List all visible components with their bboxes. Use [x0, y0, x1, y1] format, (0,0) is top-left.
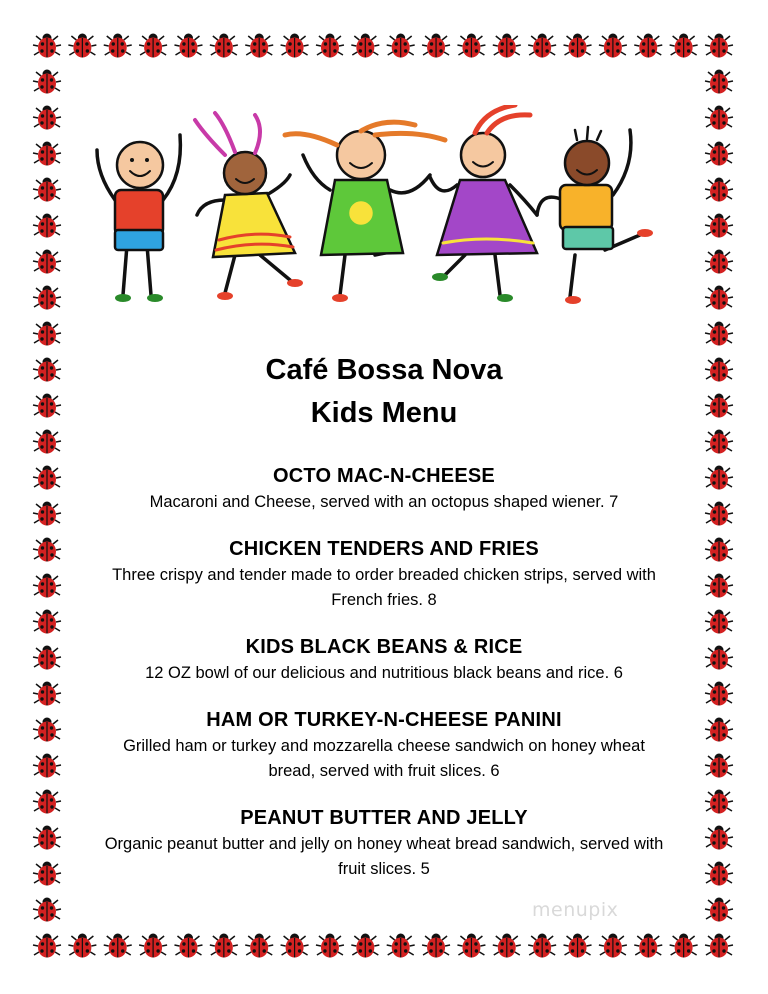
menu-item-description: Three crispy and tender made to order breaded chicken strips, served with French fries. 8 — [112, 566, 656, 609]
ladybug-icon — [670, 934, 698, 958]
ladybug-icon — [33, 538, 61, 562]
ladybug-icon — [210, 34, 238, 58]
ladybug-icon — [33, 826, 61, 850]
ladybug-icon — [33, 250, 61, 274]
ladybug-icon — [493, 34, 521, 58]
ladybug-icon — [387, 934, 415, 958]
ladybug-icon — [493, 934, 521, 958]
ladybug-icon — [705, 430, 733, 454]
ladybug-icon — [528, 934, 556, 958]
watermark: menupix — [532, 899, 619, 921]
ladybug-icon — [33, 754, 61, 778]
ladybug-icon — [33, 322, 61, 346]
menu-item-name: OCTO MAC-N-CHEESE — [273, 465, 495, 487]
ladybug-icon — [564, 934, 592, 958]
ladybug-icon — [316, 934, 344, 958]
ladybug-icon — [705, 718, 733, 742]
menu-item — [100, 462, 668, 515]
ladybug-icon — [705, 250, 733, 274]
ladybug-icon — [670, 34, 698, 58]
ladybug-icon — [705, 790, 733, 814]
menu-list — [100, 462, 668, 902]
ladybug-icon — [705, 34, 733, 58]
ladybug-icon — [705, 610, 733, 634]
ladybug-icon — [599, 34, 627, 58]
ladybug-icon — [33, 142, 61, 166]
ladybug-icon — [33, 898, 61, 922]
menu-item-description: Macaroni and Cheese, served with an octopus shaped wiener. 7 — [149, 493, 619, 511]
ladybug-icon — [33, 682, 61, 706]
menu-item-name: KIDS BLACK BEANS & RICE — [245, 636, 523, 658]
ladybug-icon — [174, 934, 202, 958]
ladybug-icon — [316, 34, 344, 58]
ladybug-icon — [705, 574, 733, 598]
ladybug-icon — [33, 70, 61, 94]
ladybug-icon — [422, 34, 450, 58]
ladybug-icon — [705, 286, 733, 310]
ladybug-icon — [705, 214, 733, 238]
ladybug-icon — [351, 34, 379, 58]
ladybug-icon — [705, 898, 733, 922]
ladybug-icon — [705, 466, 733, 490]
ladybug-icon — [705, 322, 733, 346]
ladybug-icon — [705, 538, 733, 562]
ladybug-icon — [599, 934, 627, 958]
ladybug-icon — [33, 862, 61, 886]
ladybug-icon — [139, 934, 167, 958]
ladybug-icon — [33, 646, 61, 670]
ladybug-icon — [33, 106, 61, 130]
menu-item — [100, 633, 668, 686]
ladybug-icon — [33, 178, 61, 202]
ladybug-icon — [705, 646, 733, 670]
ladybug-icon — [104, 934, 132, 958]
menu-item — [100, 535, 668, 613]
ladybug-icon — [139, 34, 167, 58]
ladybug-icon — [33, 466, 61, 490]
ladybug-icon — [33, 718, 61, 742]
ladybug-icon — [33, 574, 61, 598]
ladybug-icon — [33, 610, 61, 634]
menu-item-description: Organic peanut butter and jelly on honey wheat bread sandwich, served with fruit slices. 5 — [104, 835, 664, 878]
ladybug-icon — [564, 34, 592, 58]
ladybug-icon — [705, 106, 733, 130]
menu-item-name: CHICKEN TENDERS AND FRIES — [229, 538, 539, 560]
ladybug-icon — [705, 142, 733, 166]
ladybug-icon — [705, 70, 733, 94]
ladybug-icon — [457, 34, 485, 58]
ladybug-icon — [281, 34, 309, 58]
kid-figure — [430, 105, 537, 302]
ladybug-icon — [705, 934, 733, 958]
ladybug-icon — [528, 34, 556, 58]
menu-item-name: PEANUT BUTTER AND JELLY — [240, 807, 528, 829]
ladybug-icon — [634, 34, 662, 58]
ladybug-icon — [68, 34, 96, 58]
menu-item-description: 12 OZ bowl of our delicious and nutritious black beans and rice. 6 — [145, 664, 623, 682]
ladybug-icon — [705, 682, 733, 706]
menu-item-name: HAM OR TURKEY-N-CHEESE PANINI — [206, 709, 562, 731]
ladybug-icon — [705, 502, 733, 526]
ladybug-icon — [33, 286, 61, 310]
ladybug-icon — [33, 214, 61, 238]
ladybug-icon — [351, 934, 379, 958]
ladybug-icon — [33, 34, 61, 58]
ladybug-icon — [104, 34, 132, 58]
ladybug-icon — [705, 826, 733, 850]
ladybug-icon — [281, 934, 309, 958]
kid-figure — [195, 113, 303, 300]
kid-figure — [537, 127, 653, 304]
ladybug-icon — [174, 34, 202, 58]
ladybug-icon — [68, 934, 96, 958]
restaurant-name: Café Bossa Nova — [265, 354, 503, 386]
menu-item-description: Grilled ham or turkey and mozzarella cheese sandwich on honey wheat bread, served with fruit slices. 6 — [123, 737, 645, 780]
ladybug-icon — [634, 934, 662, 958]
ladybug-icon — [705, 862, 733, 886]
dancing-kids-illustration — [85, 105, 685, 310]
ladybug-icon — [457, 934, 485, 958]
ladybug-icon — [33, 502, 61, 526]
ladybug-icon — [387, 34, 415, 58]
ladybug-icon — [33, 430, 61, 454]
ladybug-icon — [245, 34, 273, 58]
menu-item — [100, 804, 668, 882]
kid-figure — [97, 135, 180, 302]
kid-figure — [285, 122, 445, 302]
ladybug-icon — [33, 790, 61, 814]
menu-title: Kids Menu — [310, 397, 458, 429]
ladybug-icon — [245, 934, 273, 958]
ladybug-icon — [705, 178, 733, 202]
menu-item — [100, 706, 668, 784]
ladybug-icon — [422, 934, 450, 958]
ladybug-icon — [33, 934, 61, 958]
ladybug-icon — [705, 754, 733, 778]
ladybug-icon — [210, 934, 238, 958]
